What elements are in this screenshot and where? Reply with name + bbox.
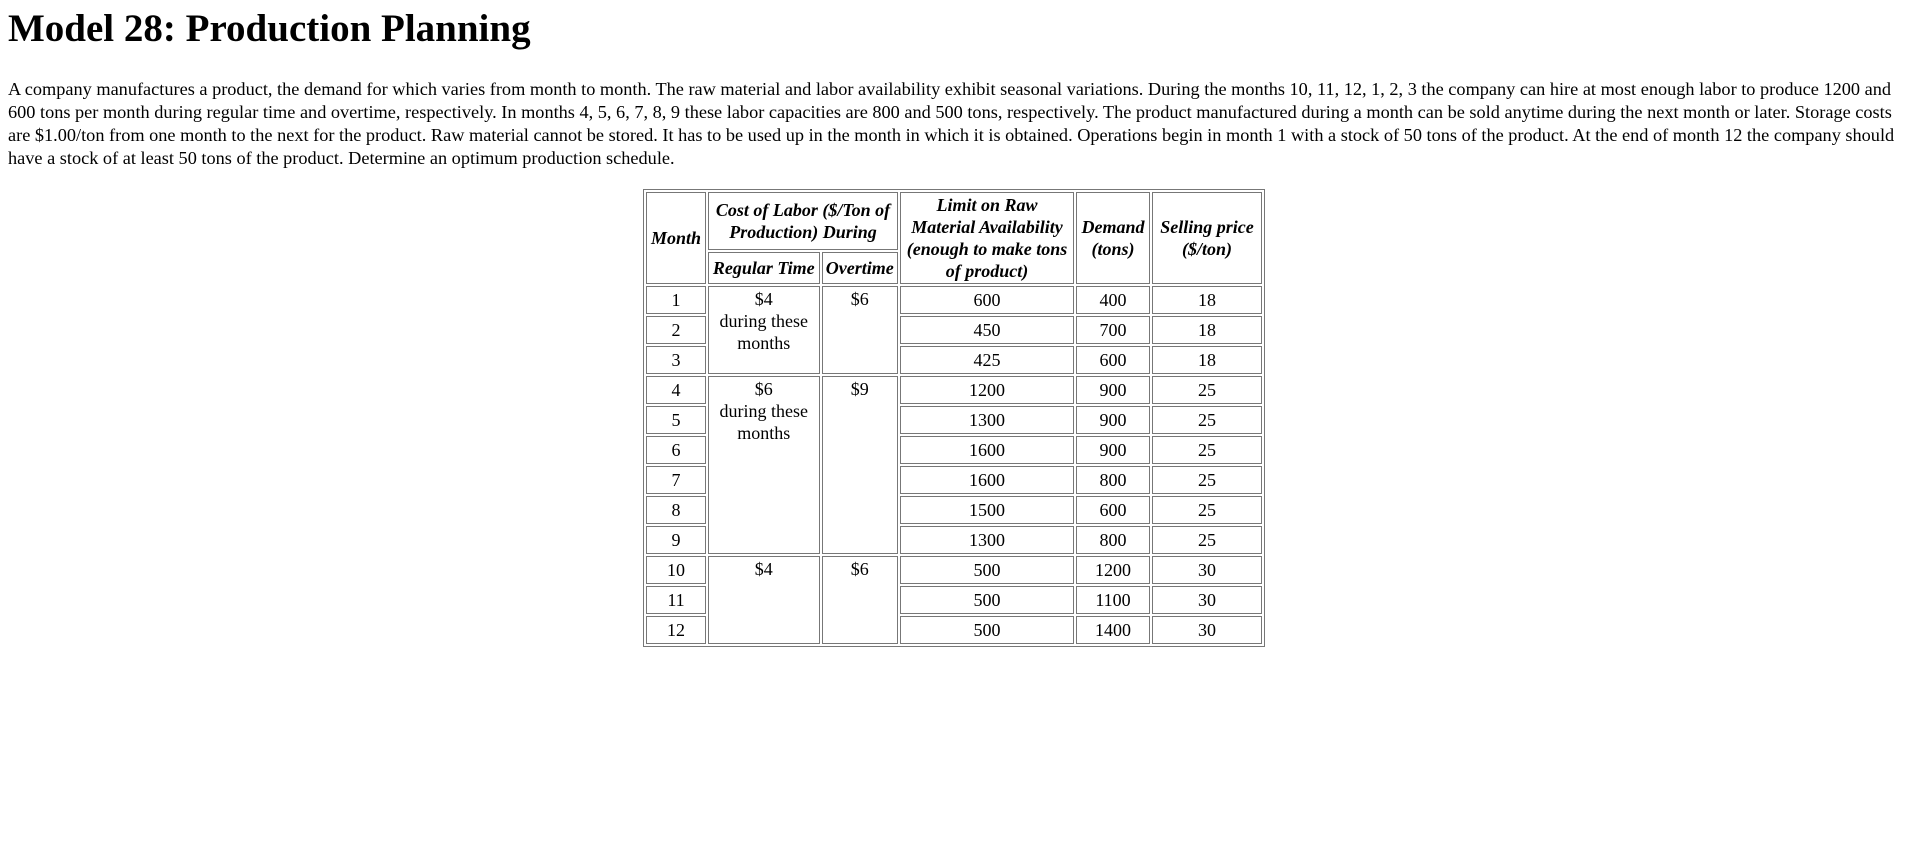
header-cost-of-labor: Cost of Labor ($/Ton of Production) During [708, 192, 898, 250]
month-cell: 2 [646, 316, 706, 344]
header-month: Month [646, 192, 706, 284]
month-cell: 3 [646, 346, 706, 374]
price-cell: 30 [1152, 586, 1262, 614]
price-cell: 18 [1152, 316, 1262, 344]
price-cell: 30 [1152, 616, 1262, 644]
regular-cost-note: during these months [719, 311, 808, 353]
demand-cell: 700 [1076, 316, 1150, 344]
page-title: Model 28: Production Planning [8, 7, 531, 50]
table-row [646, 376, 1262, 404]
demand-cell: 900 [1076, 406, 1150, 434]
demand-cell: 900 [1076, 376, 1150, 404]
regular-cost-value: $6 [754, 379, 773, 399]
demand-cell: 600 [1076, 346, 1150, 374]
month-cell: 10 [646, 556, 706, 584]
demand-cell: 400 [1076, 286, 1150, 314]
month-cell: 4 [646, 376, 706, 404]
price-cell: 25 [1152, 436, 1262, 464]
regular-cost-cell [708, 286, 820, 374]
month-cell: 5 [646, 406, 706, 434]
month-cell: 11 [646, 586, 706, 614]
price-cell: 25 [1152, 376, 1262, 404]
header-demand: Demand (tons) [1076, 192, 1150, 284]
price-cell: 18 [1152, 286, 1262, 314]
demand-cell: 900 [1076, 436, 1150, 464]
header-selling-price: Selling price ($/ton) [1152, 192, 1262, 284]
overtime-cost-cell: $9 [822, 376, 899, 554]
price-cell: 25 [1152, 496, 1262, 524]
table-row [646, 556, 1262, 584]
price-cell: 25 [1152, 526, 1262, 554]
price-cell: 25 [1152, 466, 1262, 494]
regular-cost-cell [708, 556, 820, 644]
limit-cell: 425 [900, 346, 1074, 374]
demand-cell: 1100 [1076, 586, 1150, 614]
overtime-cost-cell: $6 [822, 556, 899, 644]
demand-cell: 1200 [1076, 556, 1150, 584]
month-cell: 6 [646, 436, 706, 464]
table-row [646, 286, 1262, 314]
header-overtime: Overtime [822, 252, 899, 284]
header-regular-time: Regular Time [708, 252, 820, 284]
regular-cost-cell [708, 376, 820, 554]
price-cell: 18 [1152, 346, 1262, 374]
limit-cell: 500 [900, 616, 1074, 644]
limit-cell: 1300 [900, 406, 1074, 434]
regular-cost-value: $4 [754, 289, 773, 309]
demand-cell: 600 [1076, 496, 1150, 524]
limit-cell: 1200 [900, 376, 1074, 404]
month-cell: 1 [646, 286, 706, 314]
overtime-cost-cell: $6 [822, 286, 899, 374]
demand-cell: 800 [1076, 526, 1150, 554]
regular-cost-note: during these months [719, 401, 808, 443]
limit-cell: 500 [900, 556, 1074, 584]
regular-cost-value: $4 [754, 559, 773, 579]
limit-cell: 1600 [900, 436, 1074, 464]
limit-cell: 1300 [900, 526, 1074, 554]
price-cell: 25 [1152, 406, 1262, 434]
price-cell: 30 [1152, 556, 1262, 584]
production-table [643, 189, 1265, 647]
limit-cell: 1600 [900, 466, 1074, 494]
demand-cell: 1400 [1076, 616, 1150, 644]
problem-description: A company manufactures a product, the demand for which varies from month to month. The raw material and labor availability exhibit seasonal variations. During the months 10, 11, 12, 1, 2, 3 the company can hire at most enough labor to produce 1200 and 600 tons per month during regular time and overtime, respectively. In months 4, 5, 6, 7, 8, 9 these labor capacities are 800 and 500 tons, respectively. The product manufactured during a month can be sold anytime during the next month or later. Storage costs are $1.00/ton from one month to the next for the product. Raw material cannot be stored. It has to be used up in the month in which it is obtained. Operations begin in month 1 with a stock of 50 tons of the product. At the end of month 12 the company should have a stock of at least 50 tons of the product. Determine an optimum production schedule. [8, 79, 1895, 168]
month-cell: 9 [646, 526, 706, 554]
limit-cell: 450 [900, 316, 1074, 344]
limit-cell: 500 [900, 586, 1074, 614]
demand-cell: 800 [1076, 466, 1150, 494]
limit-cell: 1500 [900, 496, 1074, 524]
limit-cell: 600 [900, 286, 1074, 314]
header-raw-material-limit: Limit on Raw Material Availability (enough to make tons of product) [900, 192, 1074, 284]
month-cell: 12 [646, 616, 706, 644]
month-cell: 7 [646, 466, 706, 494]
month-cell: 8 [646, 496, 706, 524]
